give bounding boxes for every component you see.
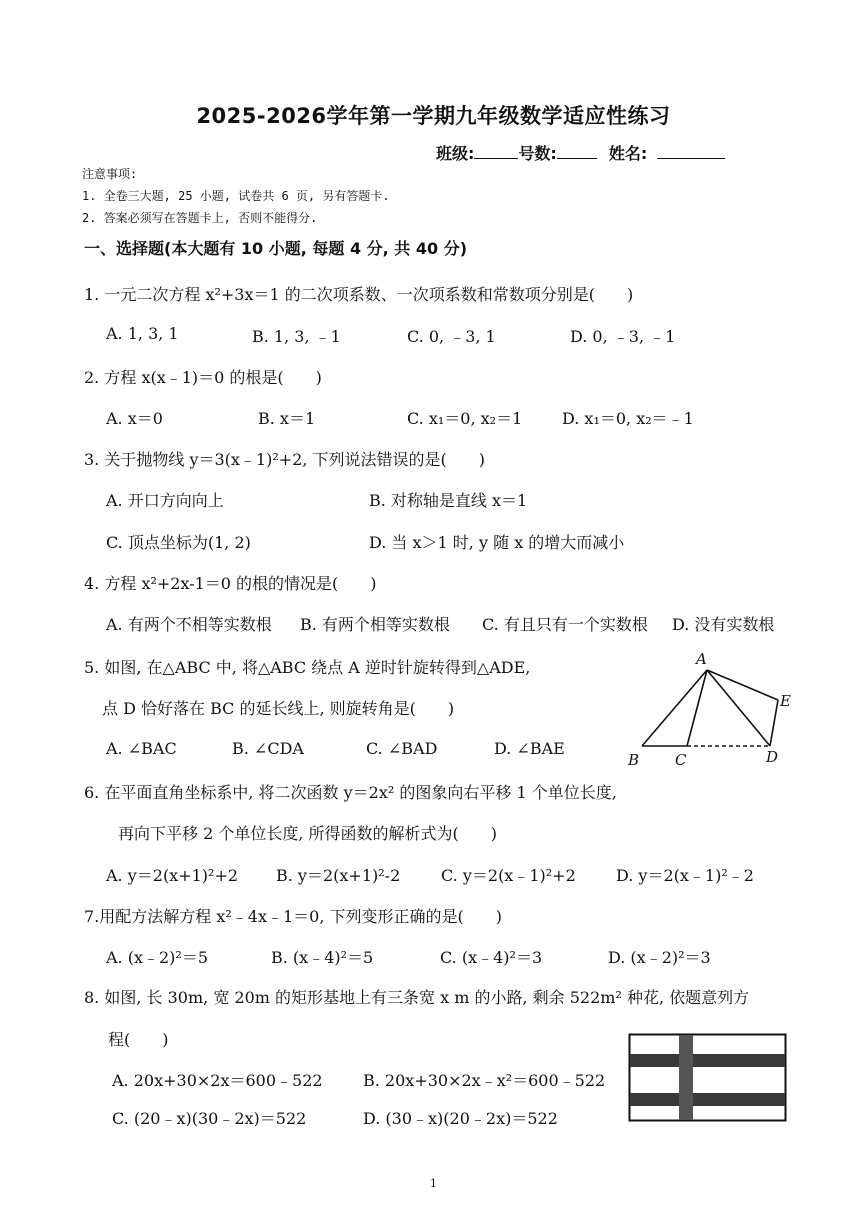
page-number: 1 (430, 1177, 437, 1190)
rectangle-paths-figure (628, 1033, 788, 1123)
label-c: C (675, 751, 687, 769)
class-label: 班级: (436, 144, 475, 163)
note-item: 1. 全卷三大题, 25 小题, 试卷共 6 页, 另有答题卡. (82, 189, 390, 203)
rectangle-base (630, 1035, 786, 1121)
q5-option-b: B. ∠CDA (232, 739, 304, 758)
q8-option-a: A. 20x+30×2x＝600﹣522 (112, 1071, 323, 1090)
q1-option-d: D. 0, ﹣3, ﹣1 (570, 327, 676, 346)
q6-option-a: A. y＝2(x+1)²+2 (106, 866, 239, 885)
q2-option-c: C. x₁＝0, x₂＝1 (407, 409, 523, 428)
q7-option-a: A. (x﹣2)²＝5 (106, 948, 209, 967)
q5-option-a: A. ∠BAC (106, 739, 177, 758)
vertical-path (679, 1035, 693, 1120)
section-heading: 一、选择题(本大题有 10 小题, 每题 4 分, 共 40 分) (84, 239, 468, 258)
q5-option-d: D. ∠BAE (494, 739, 565, 758)
student-info (436, 141, 725, 164)
q2-option-b: B. x＝1 (258, 409, 316, 428)
question-2-stem: 2. 方程 x(x﹣1)＝0 的根是( ) (84, 368, 322, 387)
q8-option-b: B. 20x+30×2x﹣x²＝600﹣522 (363, 1071, 606, 1090)
q7-option-b: B. (x﹣4)²＝5 (271, 948, 374, 967)
question-7-stem: 7.用配方法解方程 x²﹣4x﹣1＝0, 下列变形正确的是( ) (84, 907, 503, 926)
horizontal-path-top (630, 1054, 785, 1067)
q2-option-d: D. x₁＝0, x₂＝﹣1 (562, 409, 694, 428)
q6-option-c: C. y＝2(x﹣1)²+2 (441, 866, 576, 885)
q7-option-c: C. (x﹣4)²＝3 (440, 948, 543, 967)
segment-ad (707, 670, 770, 746)
question-5-stem: 5. 如图, 在△ABC 中, 将△ABC 绕点 A 逆时针旋转得到△ADE, (84, 658, 531, 677)
number-label: 号数: (518, 144, 557, 163)
q4-option-c: C. 有且只有一个实数根 (482, 615, 648, 634)
q5-option-c: C. ∠BAD (366, 739, 438, 758)
horizontal-path-bottom (630, 1093, 785, 1106)
page-title: 2025-2026学年第一学期九年级数学适应性练习 (196, 104, 671, 128)
note-item: 2. 答案必须写在答题卡上, 否则不能得分. (82, 211, 318, 225)
label-b: B (628, 751, 640, 769)
segment-ed (770, 700, 778, 746)
q4-option-d: D. 没有实数根 (672, 615, 775, 634)
question-5-stem: 点 D 恰好落在 BC 的延长线上, 则旋转角是( ) (102, 699, 455, 718)
notes-heading: 注意事项: (82, 167, 138, 181)
segment-ae (707, 670, 778, 700)
question-1-stem: 1. 一元二次方程 x²+3x＝1 的二次项系数、一次项系数和常数项分别是( ) (84, 285, 634, 304)
question-6-stem: 6. 在平面直角坐标系中, 将二次函数 y＝2x² 的图象向右平移 1 个单位长度, (84, 783, 617, 802)
number-blank (557, 144, 597, 159)
question-8-stem: 8. 如图, 长 30m, 宽 20m 的矩形基地上有三条宽 x m 的小路, 剩余 522m² 种花, 依题意列方 (84, 988, 750, 1007)
name-blank (657, 144, 725, 159)
question-4-stem: 4. 方程 x²+2x-1＝0 的根的情况是( ) (84, 574, 377, 593)
q3-option-c: C. 顶点坐标为(1, 2) (106, 533, 251, 552)
label-a: A (696, 650, 707, 668)
q3-option-a: A. 开口方向向上 (106, 491, 224, 510)
q1-option-c: C. 0, ﹣3, 1 (407, 327, 496, 346)
question-8-stem: 程( ) (108, 1030, 169, 1049)
q3-option-d: D. 当 x＞1 时, y 随 x 的增大而减小 (369, 533, 625, 552)
q4-option-a: A. 有两个不相等实数根 (106, 615, 272, 634)
q2-option-a: A. x＝0 (106, 409, 163, 428)
q6-option-b: B. y＝2(x+1)²-2 (276, 866, 401, 885)
name-label: 姓名: (608, 144, 648, 163)
question-6-stem: 再向下平移 2 个单位长度, 所得函数的解析式为( ) (118, 824, 498, 843)
q6-option-d: D. y＝2(x﹣1)²﹣2 (616, 866, 754, 885)
q8-option-d: D. (30﹣x)(20﹣2x)＝522 (363, 1109, 558, 1128)
label-e: E (780, 692, 791, 710)
triangle-rotation-figure (620, 648, 800, 773)
q4-option-b: B. 有两个相等实数根 (300, 615, 450, 634)
question-3-stem: 3. 关于抛物线 y＝3(x﹣1)²+2, 下列说法错误的是( ) (84, 450, 486, 469)
label-d: D (766, 748, 779, 766)
q1-option-a: A. 1, 3, 1 (106, 324, 179, 343)
q1-option-b: B. 1, 3, ﹣1 (252, 327, 341, 346)
q8-option-c: C. (20﹣x)(30﹣2x)＝522 (112, 1109, 307, 1128)
q7-option-d: D. (x﹣2)²＝3 (608, 948, 711, 967)
q3-option-b: B. 对称轴是直线 x＝1 (369, 491, 528, 510)
class-blank (474, 144, 518, 159)
